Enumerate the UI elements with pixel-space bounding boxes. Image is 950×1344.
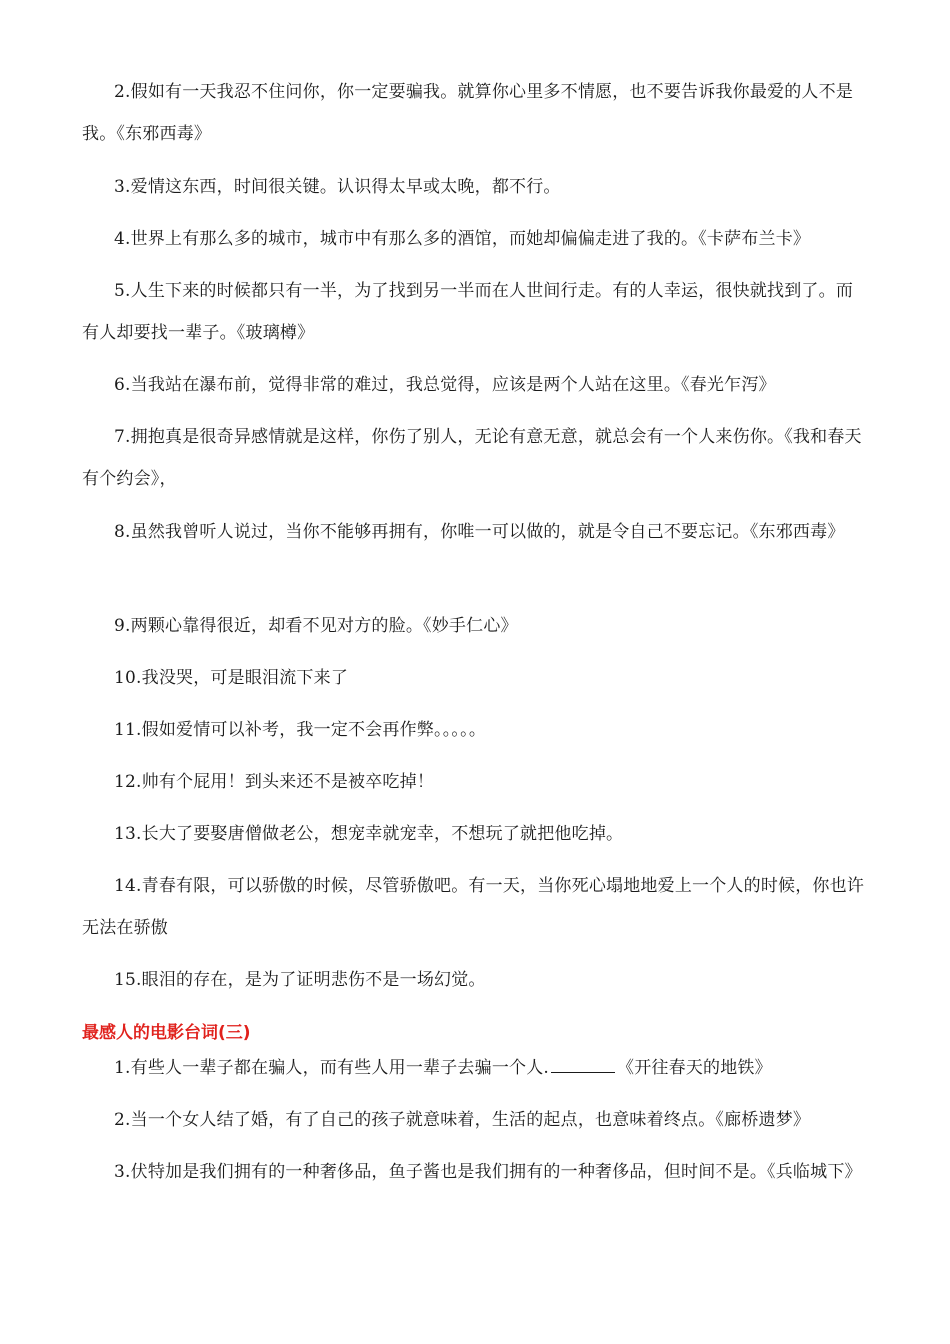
quote-6: 6.当我站在瀑布前，觉得非常的难过，我总觉得，应该是两个人站在这里。《春光乍泻》 — [114, 375, 776, 395]
quote-12: 12.帅有个屁用！到头来还不是被卒吃掉！ — [114, 772, 435, 792]
quote-4: 4.世界上有那么多的城市，城市中有那么多的酒馆，而她却偏偏走进了我的。《卡萨布兰卡》 — [114, 229, 811, 249]
quote-14: 14.青春有限，可以骄傲的时候，尽管骄傲吧。有一天，当你死心塌地地爱上一个人的时候，你也许无法在骄傲 — [82, 876, 865, 938]
quote-13: 13.长大了要娶唐僧做老公，想宠幸就宠幸，不想玩了就把他吃掉。 — [114, 824, 624, 844]
quote-source: 《开往春天的地铁》 — [617, 1058, 772, 1078]
quote-2: 2.假如有一天我忍不住问你，你一定要骗我。就算你心里多不情愿，也不要告诉我你最爱的人不是我。《东邪西毒》 — [82, 82, 854, 144]
section3-quote-2: 2.当一个女人结了婚，有了自己的孩子就意味着，生活的起点，也意味着终点。《廊桥遗梦》 — [114, 1110, 811, 1130]
quote-9: 9.两颗心靠得很近，却看不见对方的脸。《妙手仁心》 — [114, 616, 518, 636]
quote-5: 5.人生下来的时候都只有一半，为了找到另一半而在人世间行走。有的人幸运，很快就找到了。而有人却要找一辈子。《玻璃樽》 — [82, 281, 854, 343]
section-heading: 最感人的电影台词(三) — [82, 1023, 251, 1043]
quote-11: 11.假如爱情可以补考，我一定不会再作弊。。。。。 — [114, 720, 487, 740]
quote-8: 8.虽然我曾听人说过，当你不能够再拥有，你唯一可以做的，就是令自己不要忘记。《东邪西毒》 — [114, 522, 845, 542]
quote-15: 15.眼泪的存在，是为了证明悲伤不是一场幻觉。 — [114, 970, 486, 990]
quote-text: 1.有些人一辈子都在骗人，而有些人用一辈子去骗一个人. — [114, 1058, 550, 1078]
section3-quote-3: 3.伏特加是我们拥有的一种奢侈品，鱼子酱也是我们拥有的一种奢侈品，但时间不是。《兵临城下》 — [114, 1162, 862, 1182]
quote-10: 10.我没哭，可是眼泪流下来了 — [114, 668, 349, 688]
blank-line — [551, 1058, 615, 1073]
quote-7: 7.拥抱真是很奇异感情就是这样，你伤了别人，无论有意无意，就总会有一个人来伤你。《我和春天有个约会》， — [82, 427, 862, 489]
section3-quote-1 — [82, 1047, 867, 1089]
quote-3: 3.爱情这东西，时间很关键。认识得太早或太晚，都不行。 — [114, 177, 561, 197]
